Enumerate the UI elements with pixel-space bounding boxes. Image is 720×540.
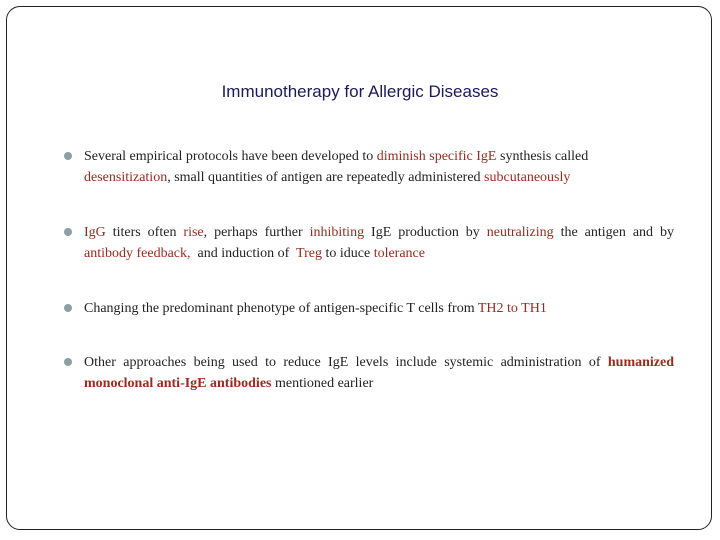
slide-title: Immunotherapy for Allergic Diseases: [221, 82, 499, 101]
bullet-item: [84, 298, 674, 319]
text-segment: titers often: [105, 225, 184, 240]
highlighted-term: Treg: [296, 246, 322, 261]
bullet-dot: [64, 228, 72, 236]
text-segment: Changing the predominant phenotype of antigen-specific T cells from: [84, 301, 478, 316]
bullet-text: [84, 225, 677, 261]
highlighted-term: IgG: [84, 225, 106, 240]
bullet-dot: [64, 304, 72, 312]
text-segment: Other approaches being used to reduce IgE levels include systemic administration of: [84, 355, 608, 370]
bullet-text: [84, 301, 547, 316]
highlighted-term: rise: [183, 225, 204, 240]
bullet-dot: [64, 152, 72, 160]
text-segment: , perhaps further: [203, 225, 310, 240]
highlighted-term: neutralizing: [486, 225, 554, 240]
highlighted-term: inhibiting: [309, 225, 365, 240]
highlighted-term: desensitization: [84, 170, 168, 185]
text-segment: to iduce: [321, 246, 374, 261]
bullet-text: [84, 149, 592, 185]
text-segment: and induction of: [190, 246, 297, 261]
highlighted-term: tolerance: [373, 246, 425, 261]
text-segment: , small quantities of antigen are repeatedly administered: [167, 170, 485, 185]
text-segment: IgE production by: [364, 225, 487, 240]
highlighted-term: diminish specific IgE: [376, 149, 497, 164]
text-segment: the antigen and by: [553, 225, 678, 240]
bullet-item: [84, 146, 674, 188]
bullet-dot: [64, 358, 72, 366]
highlighted-term: subcutaneously: [484, 170, 571, 185]
highlighted-term: TH2 to TH1: [477, 301, 547, 316]
highlighted-term: humanized monoclonal anti-IgE antibodies: [84, 355, 678, 391]
bullet-text: [84, 355, 678, 391]
bullet-item: [84, 222, 678, 264]
text-segment: synthesis called: [496, 149, 592, 164]
text-segment: Several empirical protocols have been developed to: [84, 149, 377, 164]
bullet-item: [84, 352, 678, 394]
highlighted-term: antibody feedback,: [84, 246, 191, 261]
text-segment: mentioned earlier: [271, 376, 374, 391]
